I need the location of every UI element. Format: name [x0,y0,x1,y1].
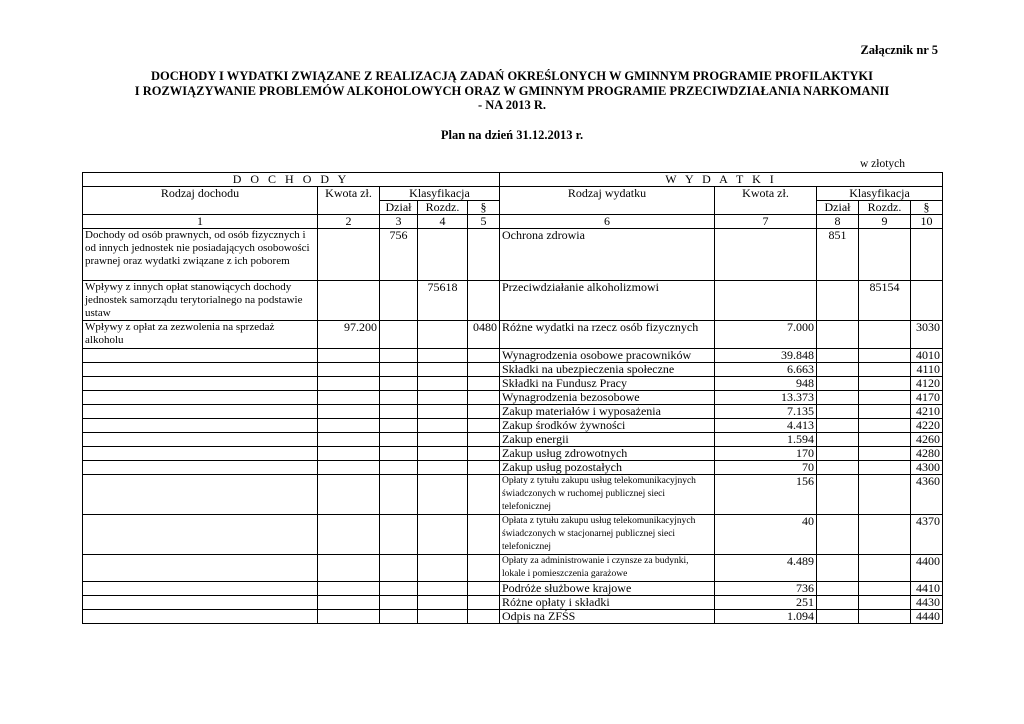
income-amount [318,229,380,281]
income-dzial [380,321,418,349]
attachment-label: Załącznik nr 5 [860,43,938,57]
income-rozdz [418,321,468,349]
income-rozdz [418,515,468,555]
income-amount: 97.200 [318,321,380,349]
table-row [83,321,943,349]
expense-amount: 39.848 [715,349,817,363]
expense-rozdz [859,391,911,405]
header-paragraf: § [468,201,500,215]
expense-amount: 7.135 [715,405,817,419]
income-name [83,610,318,624]
expense-dzial [817,433,859,447]
expense-dzial [817,419,859,433]
header-klasyfikacja-wydatku: Klasyfikacja [817,187,943,201]
expense-section-title: W Y D A T K I [500,173,943,187]
income-paragraf [468,229,500,281]
table-row [83,555,943,582]
header-rozdz: Rozdz. [418,201,468,215]
income-paragraf [468,391,500,405]
income-amount [318,610,380,624]
income-paragraf [468,363,500,377]
expense-amount: 6.663 [715,363,817,377]
income-paragraf [468,433,500,447]
income-dzial [380,555,418,582]
expense-rozdz [859,582,911,596]
income-dzial: 756 [380,229,418,281]
income-paragraf [468,475,500,515]
income-rozdz [418,582,468,596]
income-amount [318,433,380,447]
income-paragraf [468,596,500,610]
income-paragraf [468,405,500,419]
income-name [83,405,318,419]
expense-name: Zakup środków żywności [500,419,715,433]
income-amount [318,555,380,582]
expense-name: Zakup energii [500,433,715,447]
expense-name: Zakup usług zdrowotnych [500,447,715,461]
income-dzial [380,475,418,515]
income-dzial [380,391,418,405]
income-dzial [380,377,418,391]
income-name: Wpływy z opłat za zezwolenia na sprzedaż alkoholu [83,321,318,349]
expense-name: Ochrona zdrowia [500,229,715,281]
col-number: 10 [911,215,943,229]
income-amount [318,475,380,515]
income-name [83,433,318,447]
expense-paragraf [911,281,943,321]
income-paragraf [468,281,500,321]
header-kwota-wydatku: Kwota zł. [715,187,817,215]
table-row [83,515,943,555]
col-number: 2 [318,215,380,229]
table-row [83,610,943,624]
income-paragraf [468,610,500,624]
income-amount [318,391,380,405]
table-row [83,582,943,596]
income-dzial [380,596,418,610]
expense-amount: 156 [715,475,817,515]
income-amount [318,377,380,391]
income-paragraf [468,419,500,433]
income-rozdz [418,229,468,281]
income-amount [318,281,380,321]
col-number: 9 [859,215,911,229]
expense-paragraf: 4210 [911,405,943,419]
income-paragraf [468,377,500,391]
income-dzial [380,515,418,555]
budget-table [82,172,943,624]
income-dzial [380,405,418,419]
column-header-row [83,187,943,201]
income-name [83,582,318,596]
expense-rozdz [859,363,911,377]
expense-name: Zakup materiałów i wyposażenia [500,405,715,419]
expense-amount: 948 [715,377,817,391]
expense-dzial [817,281,859,321]
income-dzial [380,433,418,447]
expense-paragraf: 4370 [911,515,943,555]
income-name [83,461,318,475]
expense-rozdz [859,377,911,391]
income-name: Wpływy z innych opłat stanowiących dochody jednostek samorządu terytorialnego na podstawie ustaw [83,281,318,321]
income-name [83,447,318,461]
header-dzial: Dział [380,201,418,215]
income-dzial [380,419,418,433]
income-rozdz [418,405,468,419]
income-dzial [380,281,418,321]
expense-amount: 40 [715,515,817,555]
expense-amount: 70 [715,461,817,475]
table-row [83,596,943,610]
expense-paragraf [911,229,943,281]
expense-paragraf: 4400 [911,555,943,582]
income-rozdz [418,363,468,377]
header-rozdz-wydatku: Rozdz. [859,201,911,215]
expense-dzial [817,363,859,377]
expense-rozdz [859,433,911,447]
income-dzial [380,447,418,461]
income-paragraf [468,515,500,555]
expense-paragraf: 3030 [911,321,943,349]
expense-dzial: 851 [817,229,859,281]
expense-paragraf: 4300 [911,461,943,475]
income-paragraf [468,461,500,475]
expense-amount: 1.594 [715,433,817,447]
expense-amount: 4.413 [715,419,817,433]
expense-dzial [817,596,859,610]
expense-name: Podróże służbowe krajowe [500,582,715,596]
income-rozdz [418,461,468,475]
expense-amount: 736 [715,582,817,596]
table-row [83,281,943,321]
table-row [83,377,943,391]
expense-dzial [817,610,859,624]
income-name [83,419,318,433]
income-rozdz [418,377,468,391]
expense-rozdz [859,555,911,582]
expense-dzial [817,461,859,475]
income-name [83,475,318,515]
expense-rozdz [859,229,911,281]
expense-name: Różne opłaty i składki [500,596,715,610]
income-name [83,555,318,582]
expense-dzial [817,447,859,461]
income-rozdz [418,419,468,433]
expense-paragraf: 4120 [911,377,943,391]
income-paragraf [468,582,500,596]
expense-dzial [817,515,859,555]
expense-name: Składki na Fundusz Pracy [500,377,715,391]
table-row [83,475,943,515]
header-dzial-wydatku: Dział [817,201,859,215]
expense-amount: 13.373 [715,391,817,405]
income-name [83,363,318,377]
header-rodzaj-wydatku: Rodzaj wydatku [500,187,715,215]
income-name: Dochody od osób prawnych, od osób fizycznych i od innych jednostek nie posiadających osobowości prawnej oraz wydatki związane z ich poborem [83,229,318,281]
income-rozdz [418,475,468,515]
table-row [83,433,943,447]
expense-name: Odpis na ZFŚS [500,610,715,624]
title-line-3: - NA 2013 R. [477,98,547,112]
expense-name: Zakup usług pozostałych [500,461,715,475]
expense-paragraf: 4010 [911,349,943,363]
income-rozdz [418,596,468,610]
income-amount [318,461,380,475]
table-row [83,419,943,433]
income-rozdz [418,391,468,405]
expense-dzial [817,321,859,349]
expense-dzial [817,405,859,419]
expense-name: Opłaty z tytułu zakupu usług telekomunikacyjnych świadczonych w ruchomej publicznej sieci telefonicznej [500,475,715,515]
expense-name: Opłaty za administrowanie i czynsze za budynki, lokale i pomieszczenia garażowe [500,555,715,582]
expense-dzial [817,377,859,391]
expense-rozdz: 85154 [859,281,911,321]
income-dzial [380,461,418,475]
income-amount [318,596,380,610]
expense-amount: 1.094 [715,610,817,624]
table-row [83,363,943,377]
column-number-row [83,215,943,229]
table-row [83,447,943,461]
expense-paragraf: 4360 [911,475,943,515]
col-number: 5 [468,215,500,229]
document-title [0,69,1024,113]
expense-rozdz [859,447,911,461]
income-amount [318,349,380,363]
income-rozdz: 75618 [418,281,468,321]
expense-paragraf: 4110 [911,363,943,377]
income-name [83,596,318,610]
col-number: 6 [500,215,715,229]
income-name [83,377,318,391]
expense-rozdz [859,475,911,515]
income-name [83,515,318,555]
title-line-2: I ROZWIĄZYWANIE PROBLEMÓW ALKOHOLOWYCH ORAZ W GMINNYM PROGRAMIE PRZECIWDZIAŁANIA NARKOMANII [134,83,890,98]
expense-dzial [817,475,859,515]
col-number: 3 [380,215,418,229]
expense-rozdz [859,515,911,555]
expense-name: Przeciwdziałanie alkoholizmowi [500,281,715,321]
expense-rozdz [859,405,911,419]
income-rozdz [418,610,468,624]
expense-dzial [817,349,859,363]
col-number: 7 [715,215,817,229]
currency-unit: w złotych [860,158,906,170]
expense-amount: 4.489 [715,555,817,582]
expense-rozdz [859,596,911,610]
income-paragraf [468,555,500,582]
header-rodzaj-dochodu: Rodzaj dochodu [83,187,318,215]
col-number: 4 [418,215,468,229]
income-dzial [380,349,418,363]
income-rozdz [418,447,468,461]
income-paragraf: 0480 [468,321,500,349]
income-rozdz [418,433,468,447]
expense-amount [715,229,817,281]
income-dzial [380,363,418,377]
expense-paragraf: 4280 [911,447,943,461]
income-amount [318,363,380,377]
income-rozdz [418,349,468,363]
section-header-row [83,173,943,187]
expense-name: Różne wydatki na rzecz osób fizycznych [500,321,715,349]
expense-amount: 251 [715,596,817,610]
expense-rozdz [859,321,911,349]
income-name [83,391,318,405]
expense-paragraf: 4430 [911,596,943,610]
expense-rozdz [859,461,911,475]
income-section-title: D O C H O D Y [83,173,500,187]
expense-paragraf: 4220 [911,419,943,433]
expense-dzial [817,555,859,582]
income-paragraf [468,447,500,461]
income-dzial [380,610,418,624]
income-amount [318,419,380,433]
header-klasyfikacja: Klasyfikacja [380,187,500,201]
income-name [83,349,318,363]
expense-rozdz [859,349,911,363]
expense-name: Wynagrodzenia bezosobowe [500,391,715,405]
expense-rozdz [859,610,911,624]
expense-dzial [817,582,859,596]
income-amount [318,447,380,461]
income-rozdz [418,555,468,582]
expense-name: Opłata z tytułu zakupu usług telekomunikacyjnych świadczonych w stacjonarnej publicznej sieci telefonicznej [500,515,715,555]
expense-name: Wynagrodzenia osobowe pracowników [500,349,715,363]
income-dzial [380,582,418,596]
expense-amount [715,281,817,321]
expense-amount: 170 [715,447,817,461]
col-number: 8 [817,215,859,229]
table-row [83,461,943,475]
header-kwota: Kwota zł. [318,187,380,215]
table-row [83,405,943,419]
expense-name: Składki na ubezpieczenia społeczne [500,363,715,377]
expense-paragraf: 4440 [911,610,943,624]
expense-paragraf: 4410 [911,582,943,596]
income-amount [318,405,380,419]
expense-rozdz [859,419,911,433]
plan-date: Plan na dzień 31.12.2013 r. [440,128,584,142]
income-amount [318,515,380,555]
table-row [83,229,943,281]
title-line-1: DOCHODY I WYDATKI ZWIĄZANE Z REALIZACJĄ ZADAŃ OKREŚLONYCH W GMINNYM PROGRAMIE PROFILAKTYKI [151,69,873,83]
table-row [83,349,943,363]
expense-paragraf: 4170 [911,391,943,405]
income-paragraf [468,349,500,363]
expense-dzial [817,391,859,405]
income-amount [318,582,380,596]
col-number: 1 [83,215,318,229]
expense-amount: 7.000 [715,321,817,349]
expense-paragraf: 4260 [911,433,943,447]
table-row [83,391,943,405]
header-paragraf-wydatku: § [911,201,943,215]
